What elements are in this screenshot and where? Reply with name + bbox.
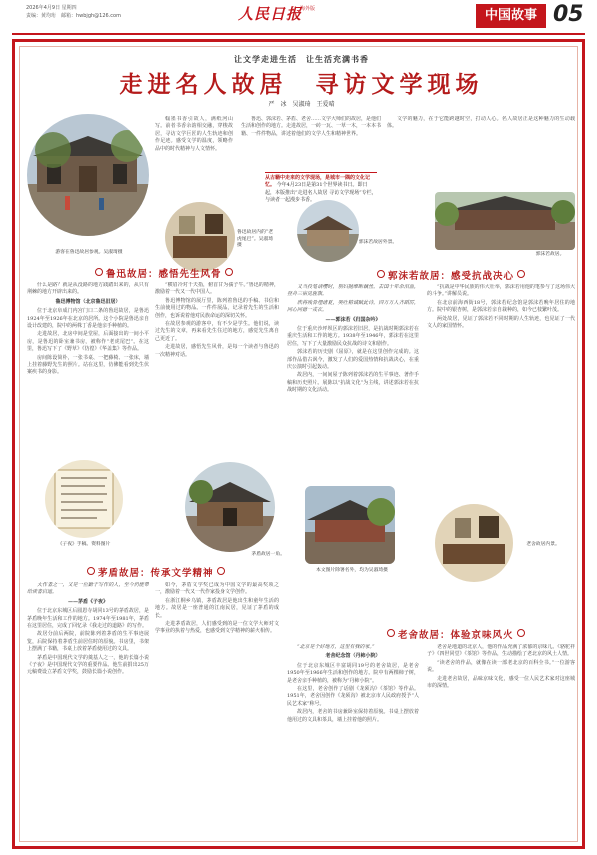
masthead (0, 0, 597, 36)
intro-box-text: 今年4月23日是第31个世界读书日。即日起，本版推出“走进名人故居 寻访文学现场”专栏，与读者一起漫步书香。 (265, 182, 377, 204)
section-badge: 中国故事 (476, 4, 546, 28)
section3-p1: 大作者之一，又是一位勤于写作的人，至今仍能带给读者启迪。 (27, 582, 149, 596)
section3-col-1 (27, 582, 149, 838)
intro-box-lead: 从古籍中走来的文学现场，是城市一隅的文化记忆。 (265, 175, 371, 189)
section4-p4: 在这里，老舍创作了话剧《龙须沟》《茶馆》等作品。1951年，老舍因创作《龙须沟》被北京市人民政府授予“人民艺术家”称号。 (287, 686, 419, 707)
section2-p4: 位于重庆沙坪坝区的郭沫若旧居，是抗战时期郭沫若在重庆生活和工作的地方。1938年至1946年，郭沫若在这里居住，写下了大量激励民众抗战的诗文和剧作。 (287, 326, 419, 347)
section3-p8: 走进茅盾故居，人们感受到的是一位文学大师对文学事业的执着与热爱，也感受到文学精神的薪火相传。 (155, 621, 279, 635)
caption-6: 茅盾故居一角。 (251, 552, 285, 557)
section2-p7: “抗战是中华民族的伟大壮举，郭沫若用他的笔参与了这场伟大的斗争。”讲解员说。 (427, 284, 575, 298)
article-frame (12, 39, 585, 849)
lao-she-courtyard-photo (305, 486, 395, 564)
newspaper-logo-sub: 海外版 (300, 6, 316, 12)
mao-dun-house-image (185, 462, 275, 552)
section1-p9: 走进故居，感悟先生风骨，是每一个读者与鲁迅的一次精神对话。 (155, 344, 279, 358)
section4-subhead: 老舍纪念馆（丹柿小院） (325, 653, 381, 660)
caption-4: 郭沫若故居。 (535, 252, 565, 257)
section1-title: 鲁迅故居：感悟先生风骨 (95, 266, 233, 280)
section4-p7: “读老舍的作品，就像在读一部老北京的百科全书。”一位游客说。 (427, 659, 575, 674)
lu-xun-courtyard-image (27, 114, 149, 236)
article-byline: 严 冰 吴淑琦 王爱晴 (268, 101, 335, 108)
section4-col-1 (287, 644, 419, 838)
mini-caption-1: 鲁迅故居内的“老虎尾巴”。吴淑琦摄 (237, 230, 274, 248)
study-room-photo (165, 202, 235, 272)
mao-dun-house-photo (185, 462, 275, 552)
section4-p5: 故居内，老舍的书房兼卧室保持着原貌。书桌上摆放着他用过的文具和茶具，墙上挂着他的照片。 (287, 709, 419, 723)
caption-3: 郭沫若故居外景。 (358, 240, 398, 245)
section1-p7: 鲁迅博物馆的展厅里，陈列着鲁迅的手稿、书信和生前使用过的物品。一件件展品，记录着先生的生活和创作，也诉说着他对民族命运的深切关怀。 (155, 297, 279, 319)
section2-source: ——郭沫若《归国杂吟》 (325, 316, 381, 323)
section4-title: 老舍故居：体验京味风火 (387, 627, 525, 641)
section1-col-2 (155, 282, 279, 458)
intro-paragraph-2: 鲁迅、郭沫若、茅盾、老舍……文学大师们的故居，是他们生活和创作的地方。走进故居，一砖一瓦、一草一木，一本本书籍、一件件物品，讲述着他们的文学人生和精神世界。 (241, 116, 381, 137)
contact-line: 责编：黄均珩 邮箱：hwbjgh@126.com (26, 13, 121, 19)
guo-courtyard-photo (435, 192, 575, 250)
section4-p6: 老舍是地道的北京人，他的作品充满了浓郁的京味儿。《骆驼祥子》《四世同堂》《茶馆》等作品，生动描绘了老北京的风土人情。 (427, 644, 575, 658)
section3-source: ——茅盾《子夜》 (67, 598, 108, 605)
intro-paragraph-3: 文学的魅力，在于它能跨越时空，打动人心。名人故居正是这种魅力的生动载体。 (387, 116, 575, 130)
section2-p8: 在北京前海西街18号，郭沫若纪念馆是郭沫若晚年居住的地方。院中的银杏树，是郭沫若亲自栽种的，如今已枝繁叶茂。 (427, 299, 575, 314)
caption-7: 老舍故居内景。 (526, 542, 560, 547)
section2-title: 郭沫若故居：感受抗战决心 (377, 268, 525, 282)
intro-column-1 (155, 116, 233, 202)
section3-p6: 如今，茅盾文学奖已成为中国文学的最高奖项之一，激励着一代又一代作家投身文学创作。 (155, 582, 279, 596)
date-line: 2026年4月9日 星期四 (26, 5, 77, 11)
section4-p8: 走进老舍故居，品味京味文化，感受一位人民艺术家对这座城市的深情。 (427, 675, 575, 690)
guo-exterior-photo (297, 200, 359, 262)
masthead-info (26, 4, 121, 20)
page-number: 05 (553, 2, 584, 27)
intro-column-2 (241, 116, 381, 172)
newspaper-logo: 人民日报 (238, 5, 303, 23)
section1-subhead: 鲁迅博物馆（北京鲁迅旧居） (55, 298, 121, 305)
lao-she-interior-photo (435, 504, 513, 582)
section4-p3: 位于北京东城区丰富胡同19号的老舍故居，是老舍1950年至1966年生活和创作的地方。院中有两棵柿子树，是老舍亲手种植的，被称为“丹柿小院”。 (287, 662, 419, 684)
caption-1: 游客在鲁迅故居参观。吴淑琦摄 (55, 250, 123, 255)
section3-title: 茅盾故居：传承文学精神 (87, 565, 225, 579)
lu-xun-courtyard-photo (27, 114, 149, 236)
section2-p1: 又当投笔请缨时，别妇抛维断藕丝。去国十年余泪血，登舟三宿见旌旗。 (287, 284, 419, 298)
section3-p4: 故居分前后两院，前院陈列着茅盾的生平事迹展览，后院保持着茅盾生前居住时的原貌。书房里，书架上摆满了书籍，书桌上放着茅盾使用过的文具。 (27, 631, 149, 653)
lao-she-courtyard-image (305, 486, 395, 564)
section2-p5: 郭沫若的历史剧《屈原》，就是在这里创作完成的。这部作品借古讽今，激发了人们的爱国热情和抗战决心，在重庆公演时引起轰动。 (287, 349, 419, 371)
section2-col-2 (427, 284, 575, 510)
section1-col-1 (27, 282, 149, 458)
article-headline: 走进名人故居 寻访文学现场 (119, 71, 484, 98)
section1-p3: 位于北京阜成门内宫门口二条的鲁迅故居，是鲁迅1924年至1926年在北京的居所。这个小院是鲁迅亲自设计改建的，院中的两株丁香是他亲手种植的。 (27, 308, 149, 330)
caption-5: 《子夜》手稿。资料图片 (57, 542, 111, 547)
manuscript-image (45, 460, 123, 538)
section2-col-1 (287, 284, 419, 510)
section3-col-2 (155, 582, 279, 838)
section3-p7: 在浙江桐乡乌镇，茅盾故居是他出生和童年生活的地方。故居是一座普通的江南民居，见证了茅盾的成长。 (155, 597, 279, 619)
lao-she-interior-image (435, 504, 513, 582)
section3-p5: 茅盾是中国现代文学的奠基人之一，他的长篇小说《子夜》是中国现代文学的重要作品。他生前捐出25万元稿费设立茅盾文学奖，鼓励长篇小说创作。 (27, 654, 149, 676)
section2-p9: 两处故居，见证了郭沫若不同时期的人生轨迹，也见证了一代文人的家国情怀。 (427, 315, 575, 330)
section2-p2: 欣将残骨埋诸夏，哭吐精诚赋此诗。四万万人齐蹈厉，同心同德一戎衣。 (287, 299, 419, 314)
intro-paragraph-1: 翰墨书香引故人，满纸河山写。前者书香余韵相交融，穿梭故居，寻访文学巨匠的人生轨迹和创作足迹。感受文学的温度，领略作品中的时代精神与人文情怀。 (155, 116, 233, 152)
section3-p3: 位于北京东城区后圆恩寺胡同13号的茅盾故居，是茅盾晚年生活和工作的地方。1974年至1981年，茅盾在这里居住，完成了回忆录《我走过的道路》的写作。 (27, 608, 149, 630)
section1-p4: 走进故居，北房中间是堂屋，后面接出的一间小平房，是鲁迅的卧室兼书房，被称作“老虎尾巴”。在这里，鲁迅写下了《野草》《彷徨》《华盖集》等作品。 (27, 331, 149, 353)
caption-8: 本文图片除署名外，均为吴淑琦摄 (316, 568, 388, 573)
manuscript-photo (45, 460, 123, 538)
article-kicker: 让文学走进生活 让生活充满书香 (234, 54, 369, 64)
masthead-rule (12, 33, 585, 35)
intro-column-3 (387, 116, 575, 172)
section1-p5: 房间陈设简朴，一张书桌、一把藤椅、一张床，墙上挂着藤野先生的照片。站在这里，仿佛能看到先生伏案疾书的身影。 (27, 354, 149, 376)
study-room-image (165, 202, 235, 272)
section2-p6: 故居内，一间间屋子陈列着郭沫若的生平事迹、著作手稿和历史照片。展陈以“抗战文化”为主线，讲述郭沫若在抗战时期的文化活动。 (287, 372, 419, 394)
section1-p8: 在故居参观的游客中，有不少是学生。他们说，读过先生的文章，再来看先生住过的地方，感觉先生离自己更近了。 (155, 321, 279, 342)
guo-exterior-image (297, 200, 359, 262)
section4-p1: “北京是个好地方，这里有我的家。” (297, 644, 375, 650)
section1-p6: “横眉冷对千夫指，俯首甘为孺子牛。”鲁迅的精神，激励着一代又一代中国人。 (155, 282, 279, 296)
section4-col-2 (427, 644, 575, 838)
guo-courtyard-image (435, 192, 575, 250)
section1-p1: 什么是路？就是从没路的地方践踏出来的，从只有荆棘的地方开辟出来的。 (27, 282, 149, 296)
